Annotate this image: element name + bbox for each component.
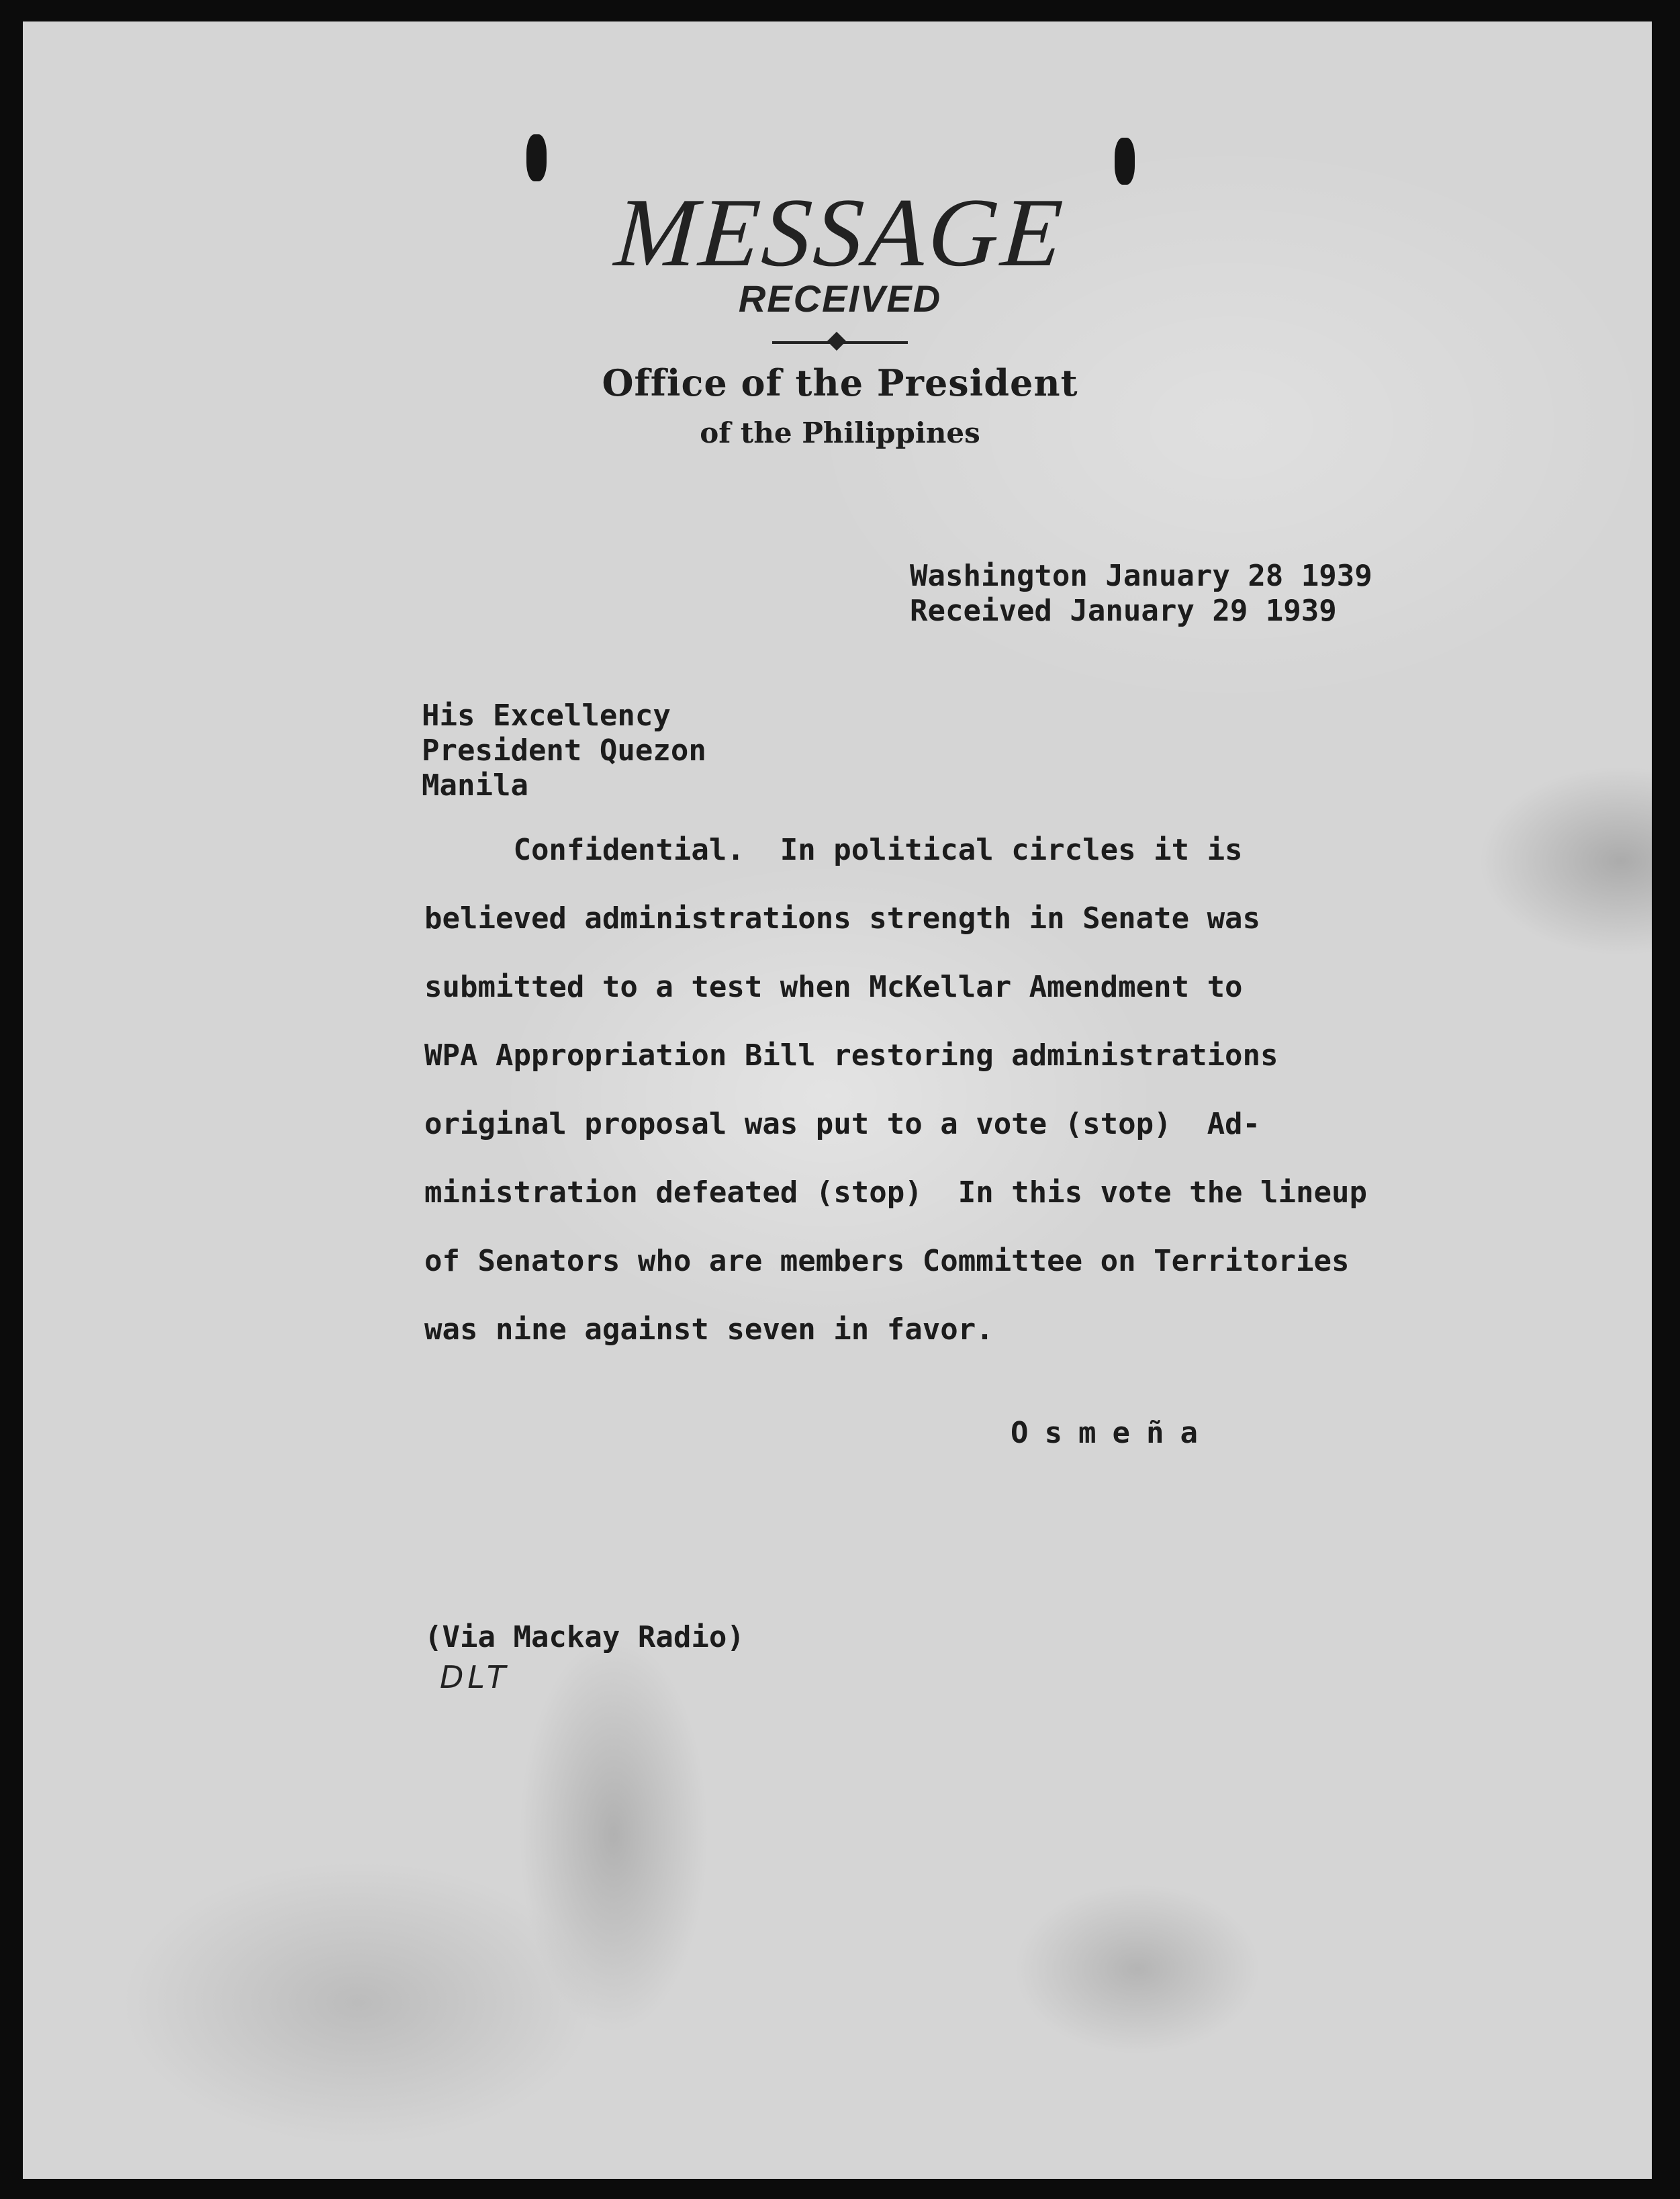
dateline-sent: Washington January 28 1939 [910, 559, 1372, 593]
body-line: WPA Appropriation Bill restoring administrations [424, 1038, 1278, 1073]
body-line: Confidential. In political circles it is [424, 833, 1243, 867]
body-line: was nine against seven in favor. [424, 1312, 994, 1347]
body-line: submitted to a test when McKellar Amendment to [424, 970, 1243, 1004]
letterhead-office-country: of the Philippines [700, 416, 980, 449]
letterhead-title: MESSAGE [612, 178, 1068, 287]
body-line: ministration defeated (stop) In this vote the lineup [424, 1175, 1367, 1210]
body-line: believed administrations strength in Senate was [424, 901, 1261, 936]
signature: Osmeña [1011, 1416, 1214, 1450]
addressee-line: His Excellency [422, 699, 671, 733]
punch-hole-left [526, 134, 547, 181]
addressee-line: Manila [422, 768, 528, 803]
transmission-note: (Via Mackay Radio) [424, 1620, 745, 1654]
handwritten-initials: DLT [440, 1659, 510, 1695]
letterhead-office: Office of the President [602, 361, 1078, 404]
letterhead-rule-right [841, 341, 908, 344]
body-line: of Senators who are members Committee on Territories [424, 1244, 1350, 1278]
letterhead-rule-left [772, 341, 833, 344]
addressee-line: President Quezon [422, 733, 706, 768]
dateline-received: Received January 29 1939 [910, 594, 1337, 628]
letterhead-subtitle: RECEIVED [738, 277, 942, 320]
body-line: original proposal was put to a vote (stop) Ad- [424, 1107, 1261, 1141]
